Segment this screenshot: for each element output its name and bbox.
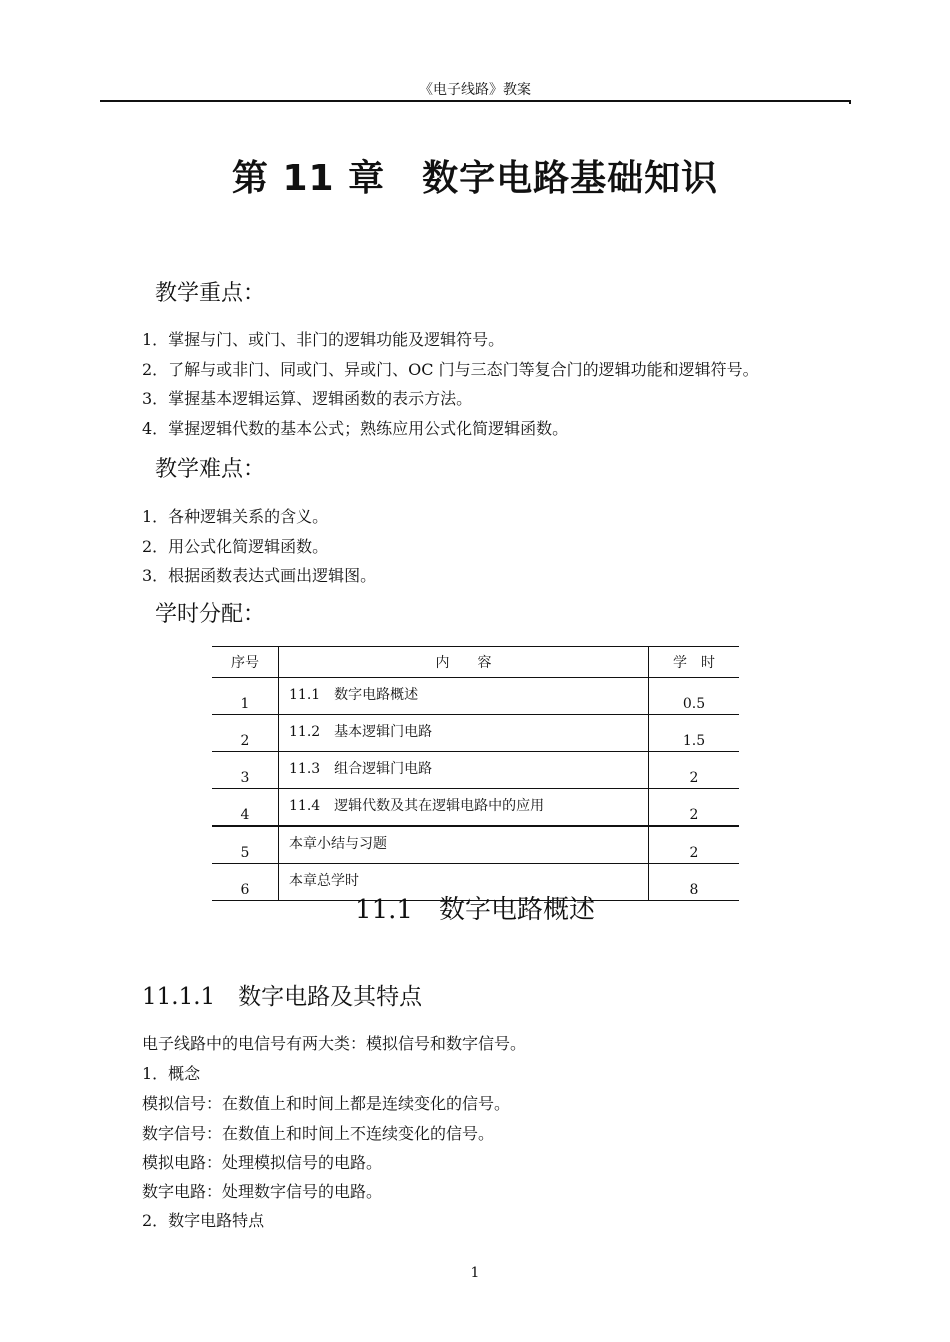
section-title: 11.1 数字电路概述 <box>355 895 595 925</box>
table-row <box>212 789 739 827</box>
subsection-title: 11.1.1 数字电路及其特点 <box>142 984 423 1010</box>
row-number: 1 <box>212 678 279 715</box>
row-content: 11.4 逻辑代数及其在逻辑电路中的应用 <box>279 789 649 827</box>
table-row <box>212 715 739 752</box>
table-header-row <box>212 647 739 678</box>
row-number: 5 <box>212 826 279 864</box>
row-hours: 2 <box>649 752 740 789</box>
body-paragraph: 数字信号：在数值上和时间上不连续变化的信号。 <box>142 1124 495 1143</box>
row-hours: 2 <box>649 826 740 864</box>
row-hours: 8 <box>649 864 740 901</box>
hours-table <box>212 646 739 901</box>
hours-heading: 学时分配： <box>155 602 266 627</box>
body-paragraph: 模拟信号：在数值上和时间上都是连续变化的信号。 <box>142 1094 511 1113</box>
body-paragraph: 1．概念 <box>142 1064 201 1083</box>
table-row <box>212 678 739 715</box>
key-point-item: 3．掌握基本逻辑运算、逻辑函数的表示方法。 <box>142 389 473 408</box>
difficulty-item: 3．根据函数表达式画出逻辑图。 <box>142 566 377 585</box>
body-paragraph: 2．数字电路特点 <box>142 1211 265 1230</box>
page-number: 1 <box>470 1265 480 1281</box>
row-hours: 1.5 <box>649 715 740 752</box>
row-number: 4 <box>212 789 279 827</box>
body-paragraph: 模拟电路：处理模拟信号的电路。 <box>142 1153 383 1172</box>
chapter-title: 第 11 章 数字电路基础知识 <box>231 158 719 199</box>
row-content: 11.2 基本逻辑门电路 <box>279 715 649 752</box>
column-header-number: 序号 <box>212 647 279 678</box>
key-point-item: 2．了解与或非门、同或门、异或门、OC 门与三态门等复合门的逻辑功能和逻辑符号。 <box>142 360 759 379</box>
row-number: 2 <box>212 715 279 752</box>
table-row <box>212 826 739 864</box>
row-content: 11.3 组合逻辑门电路 <box>279 752 649 789</box>
column-header-hours: 学 时 <box>649 647 740 678</box>
difficulty-item: 2．用公式化简逻辑函数。 <box>142 537 329 556</box>
difficulty-item: 1．各种逻辑关系的含义。 <box>142 507 329 526</box>
key-points-heading: 教学重点： <box>155 281 266 306</box>
row-number: 3 <box>212 752 279 789</box>
row-content: 本章总学时 <box>279 864 649 901</box>
row-content: 本章小结与习题 <box>279 826 649 864</box>
row-hours: 2 <box>649 789 740 827</box>
difficulties-heading: 教学难点： <box>155 457 266 482</box>
row-number: 6 <box>212 864 279 901</box>
table-row <box>212 752 739 789</box>
body-paragraph: 电子线路中的电信号有两大类：模拟信号和数字信号。 <box>142 1034 527 1053</box>
key-point-item: 1．掌握与门、或门、非门的逻辑功能及逻辑符号。 <box>142 330 505 349</box>
row-hours: 0.5 <box>649 678 740 715</box>
header-rule <box>100 100 851 102</box>
header-rule-tick <box>849 100 851 104</box>
column-header-content: 内 容 <box>279 647 649 678</box>
body-paragraph: 数字电路：处理数字信号的电路。 <box>142 1182 383 1201</box>
key-point-item: 4．掌握逻辑代数的基本公式；熟练应用公式化简逻辑函数。 <box>142 419 569 438</box>
row-content: 11.1 数字电路概述 <box>279 678 649 715</box>
running-header: 《电子线路》教案 <box>419 82 531 98</box>
